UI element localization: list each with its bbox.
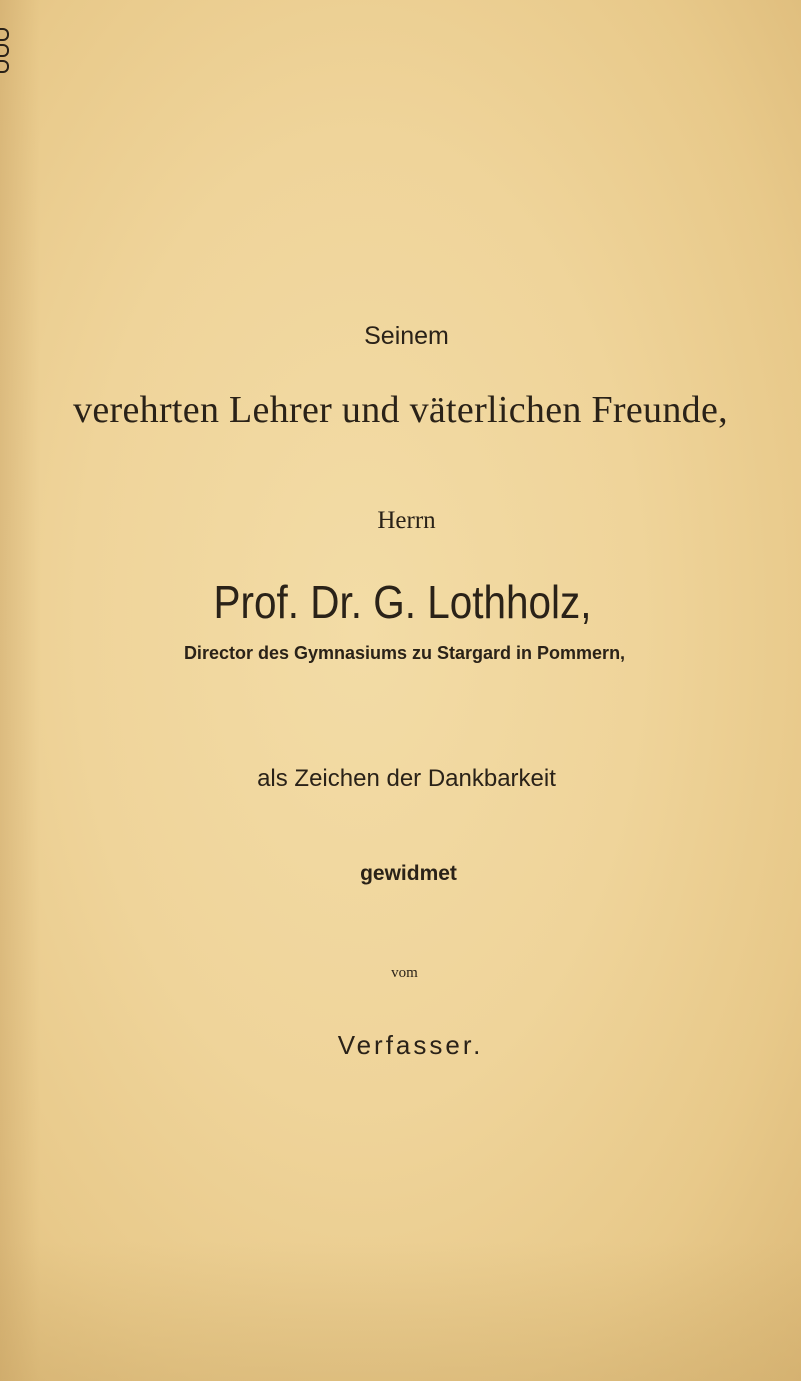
dedication-herrn: Herrn xyxy=(377,507,436,534)
dedicatee-title: Director des Gymnasiums zu Stargard in Pommern, xyxy=(183,643,626,663)
page-bottom-shading xyxy=(0,1241,801,1381)
dedication-gratitude: als Zeichen der Dankbarkeit xyxy=(257,765,556,792)
dedicatee-name: Prof. Dr. G. Lothholz, xyxy=(213,576,592,628)
dedication-vom: vom xyxy=(391,965,418,981)
binding-mark xyxy=(0,28,9,41)
dedication-gewidmet: gewidmet xyxy=(360,862,457,885)
binding-marks xyxy=(0,28,10,68)
page-edge-shading xyxy=(0,0,40,1381)
dedication-teacher-line: verehrten Lehrer und väterlichen Freunde, xyxy=(73,389,728,431)
dedication-author: Verfasser. xyxy=(337,1030,484,1060)
dedication-seinem: Seinem xyxy=(364,322,449,350)
binding-mark xyxy=(0,44,9,57)
